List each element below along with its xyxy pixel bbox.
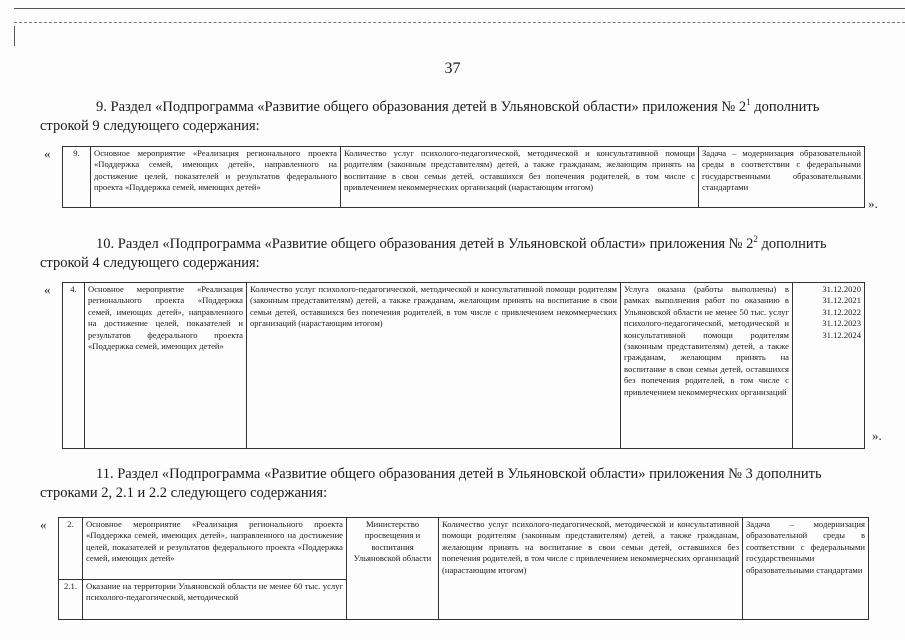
date-item: 31.12.2022: [822, 306, 861, 317]
section-11-heading: 11. Раздел «Подпрограмма «Развитие общего образования детей в Ульяновской области» приложения № 3 дополнить строками 2, 2.1 и 2.2 следующего содержания:: [40, 466, 822, 501]
section-11-table: [58, 517, 869, 620]
section-10-heading: 10. Раздел «Подпрограмма «Развитие общего образования детей в Ульяновской области» приложения № $2^2$ дополнить строкой 4 следующего содержания:: [40, 234, 827, 271]
section-10-table: [62, 282, 865, 449]
table-row: [63, 147, 865, 208]
section-9-table: [62, 146, 865, 208]
row-number: 2.: [59, 518, 83, 580]
event-cell: Оказание на территории Ульяновской области не менее 60 тыс. услуг психолого-педагогической, методической: [83, 580, 347, 620]
date-item: 31.12.2020: [822, 284, 861, 294]
section-11-open-quote: «: [40, 517, 47, 532]
task-cell: Задача – модернизация образовательной среды в соответствии с федеральными государственными образовательными стандартами: [699, 147, 865, 208]
event-cell: Основное мероприятие «Реализация регионального проекта «Поддержка семей, имеющих детей», направленного на достижение целей, показателей и результатов федерального проекта «Поддержка семей, имеющих детей»: [83, 518, 347, 580]
result-cell: Услуга оказана (работы выполнены) в рамках выполнения работ по оказанию в Ульяновской области не менее 50 тыс. услуг психолого-педагогической, методической и консультативной помощи родителям (законным представителям) детей, а также гражданам, желающим принять на воспитание в свои семьи детей, оставшихся без попечения родителей, в том числе с привлечением некоммерческих организаций: [621, 283, 793, 449]
event-cell: Основное мероприятие «Реализация регионального проекта «Поддержка семей, имеющих детей», направленного на достижение целей, показателей и результатов федерального проекта «Поддержка семей, имеющих детей»: [91, 147, 341, 208]
event-cell: Основное мероприятие «Реализация регионального проекта «Поддержка семей, имеющих детей», направленного на достижение целей, показателей и результатов федерального проекта «Поддержка семей, имеющих детей»: [85, 283, 247, 449]
table-row: [63, 283, 865, 449]
table-row: [59, 518, 869, 580]
indicator-cell: Количество услуг психолого-педагогической, методической и консультативной помощи родителям (законным представителям) детей, а также гражданам, желающим принять на воспитание в свои семьи детей, оставшихся без попечения родителей, в том числе с привлечением некоммерческих организаций (нарастающим итогом): [341, 147, 699, 208]
scan-border-top: [14, 8, 905, 9]
task-cell: Задача – модернизация образовательной среды в соответствии с федеральными государственными образовательными стандартами: [743, 518, 869, 620]
date-item: 31.12.2023: [822, 318, 861, 329]
section-9-open-quote: «: [44, 146, 51, 161]
scan-border-left: [14, 26, 15, 46]
date-item: 31.12.2024: [822, 329, 861, 340]
page-number: 37: [444, 60, 461, 77]
indicator-cell: Количество услуг психолого-педагогической, методической и консультативной помощи родителям (законным представителям) детей, а также гражданам, желающим принять на воспитание в свои семьи детей, оставшихся без попечения родителей, в том числе с привлечением некоммерческих организаций (нарастающим итогом): [439, 518, 743, 620]
date-item: 31.12.2021: [822, 295, 861, 306]
dates-cell: [793, 283, 865, 449]
section-10-open-quote: «: [44, 282, 51, 297]
section-9-close-quote: ».: [868, 196, 878, 211]
ministry-cell: Министерство просвещения и воспитания Ульяновской области: [347, 518, 439, 620]
row-number: 2.1.: [59, 580, 83, 620]
row-number: 4.: [63, 283, 85, 449]
section-10-close-quote: ».: [872, 428, 882, 443]
scan-border-dashed: [14, 22, 905, 23]
section-9-heading: 9. Раздел «Подпрограмма «Развитие общего образования детей в Ульяновской области» приложения № $2^1$ дополнить строкой 9 следующего содержания:: [40, 97, 820, 134]
indicator-cell: Количество услуг психолого-педагогической, методической и консультативной помощи родителям (законным представителям) детей, а также гражданам, желающим принять на воспитание в свои семьи детей, оставшихся без попечения родителей, в том числе с привлечением некоммерческих организаций (нарастающим итогом): [247, 283, 621, 449]
row-number: 9.: [63, 147, 91, 208]
